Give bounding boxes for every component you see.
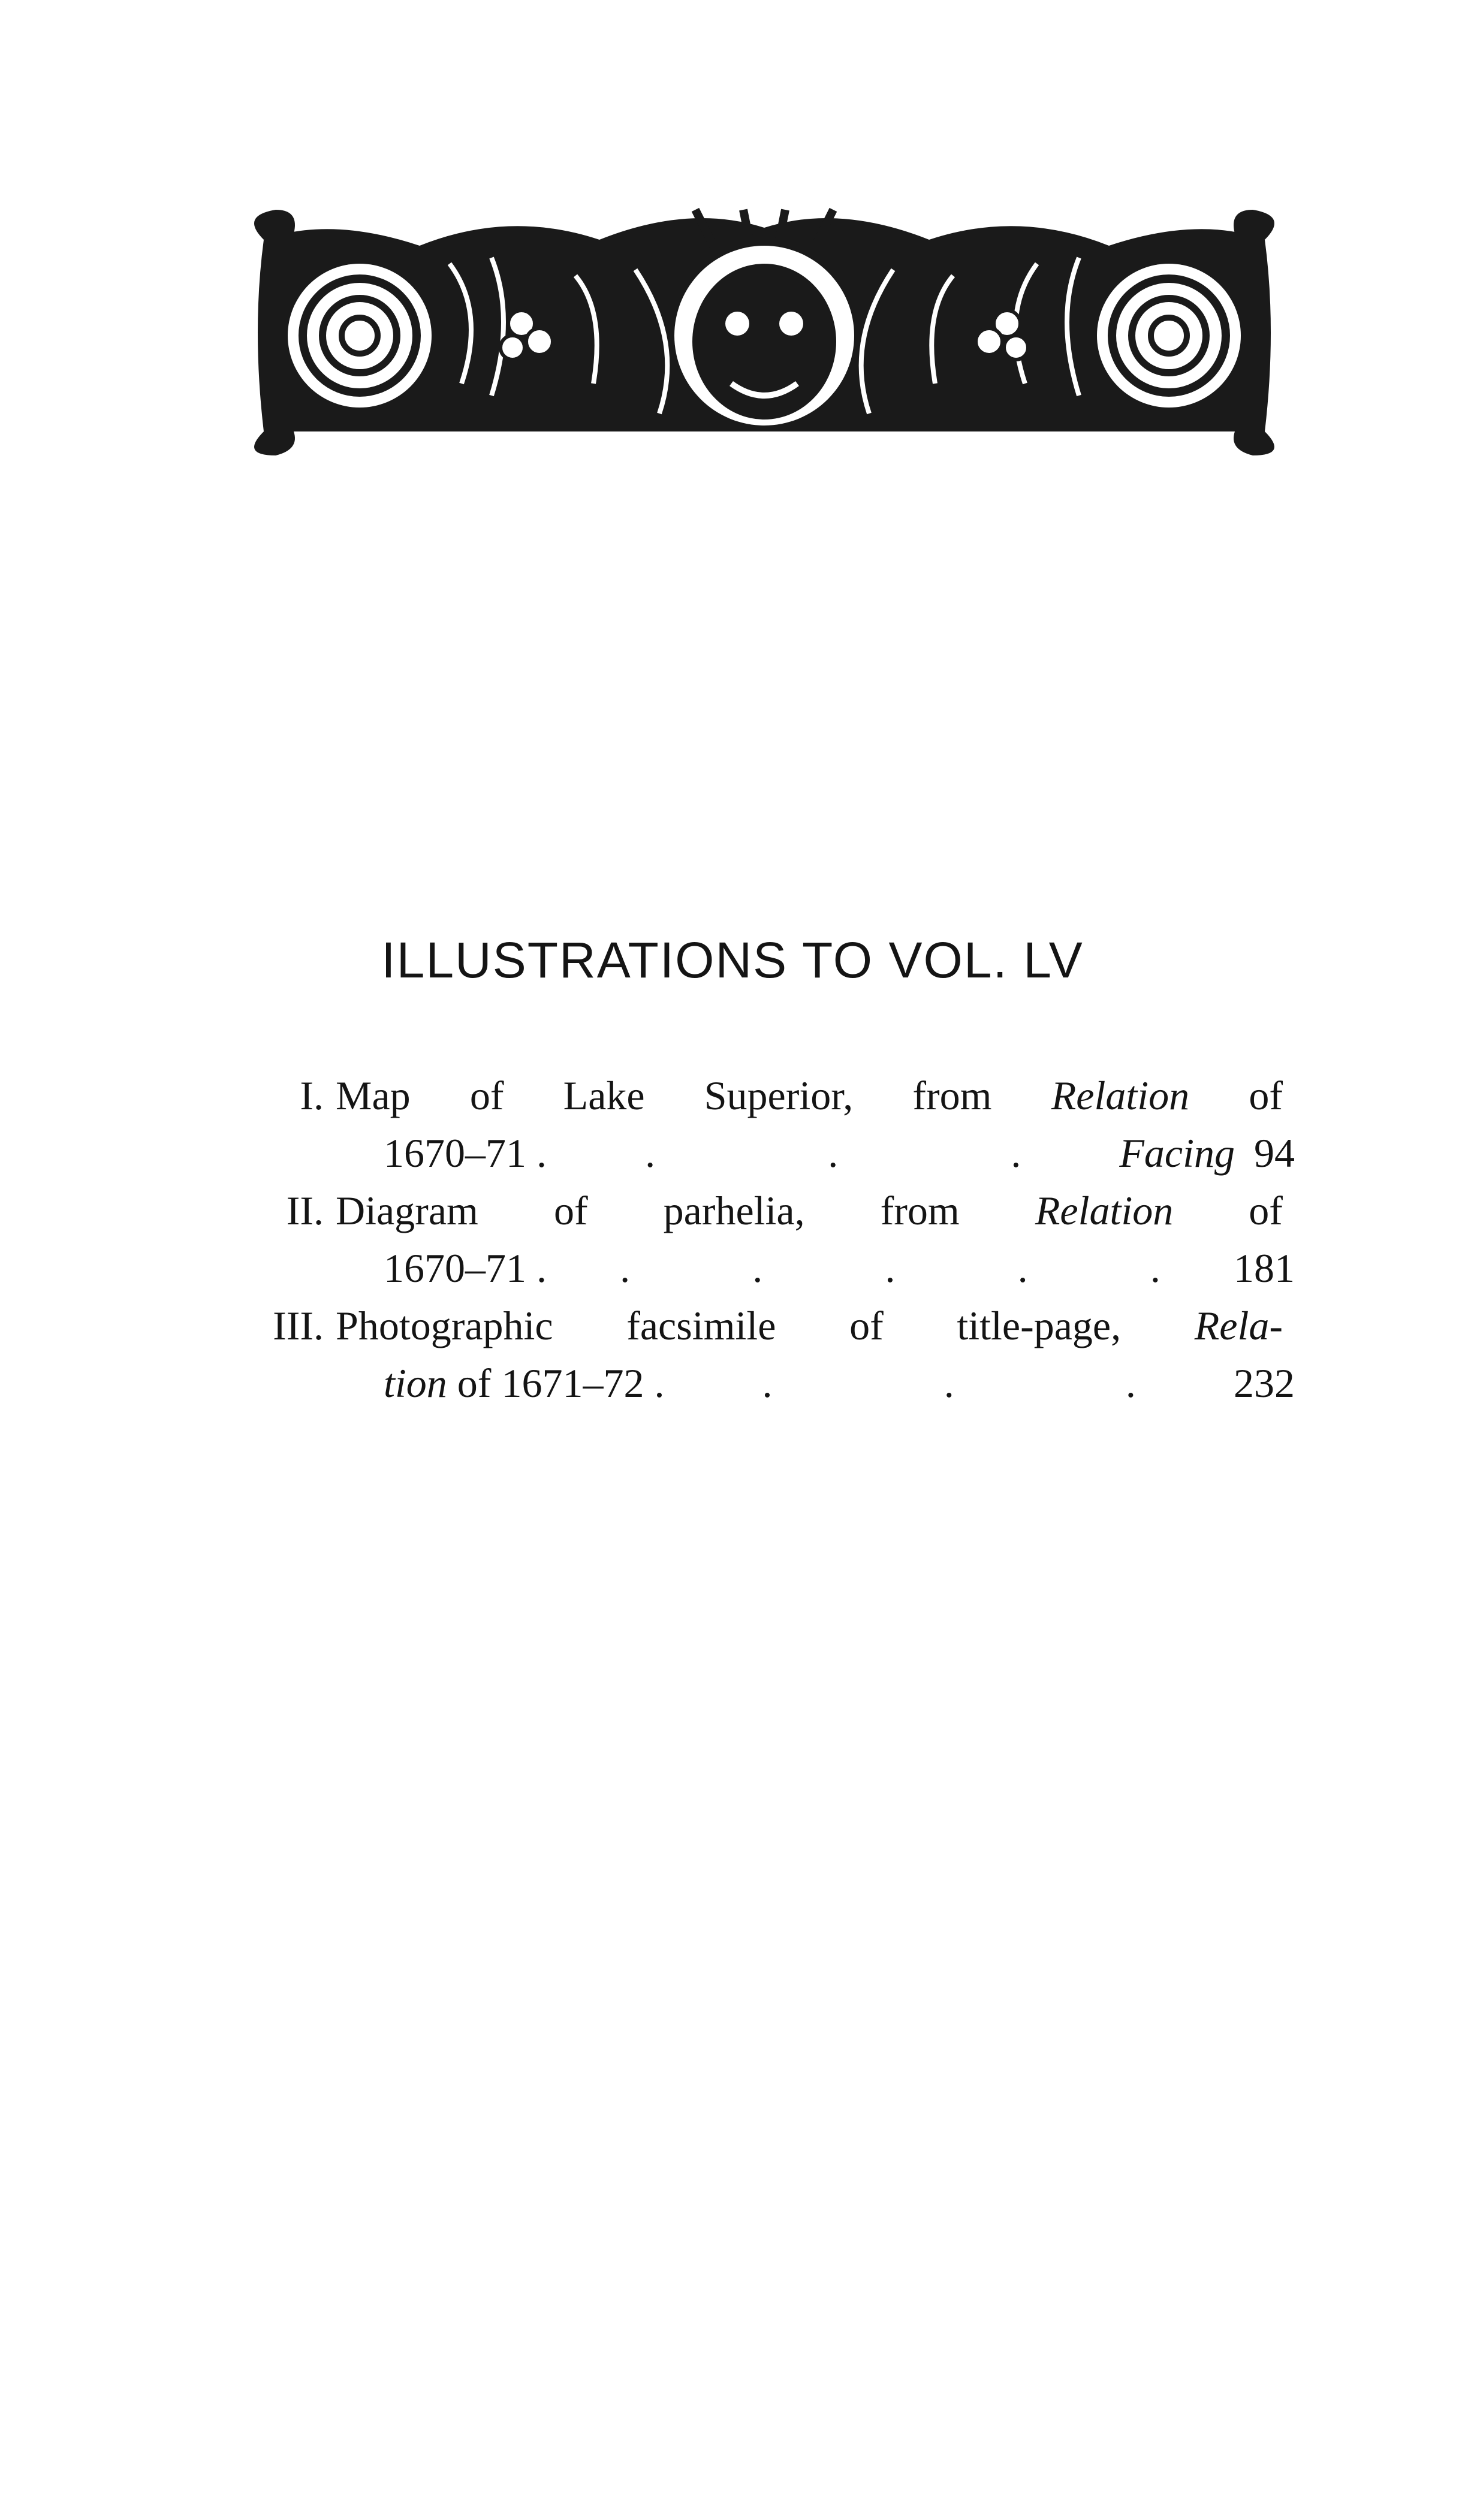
page-number: 232 <box>1234 1360 1295 1406</box>
dot-leader: . . . <box>645 1130 1021 1176</box>
facing-label: Facing <box>1119 1130 1235 1176</box>
entry-numeral: III. <box>273 1303 324 1348</box>
page-number: 181 <box>1234 1245 1295 1291</box>
entry-line-1: Map of Lake Superior, from Relation of <box>336 1073 1283 1118</box>
page-title: ILLUSTRATIONS TO VOL. LV <box>381 932 1084 988</box>
entry-line-2: tion of 1671–72 . . . . 232 <box>384 1354 1295 1412</box>
illustrations-list <box>204 1067 1295 1412</box>
list-item <box>204 1182 1295 1297</box>
entry-numeral: I. <box>300 1073 324 1118</box>
entry-line-1: Photographic facsimile of title-page, Rela- <box>336 1303 1283 1348</box>
entry-line-2: 1670–71 . . . . Facing 94 <box>384 1124 1295 1182</box>
dot-leader: . . . . . <box>620 1245 1160 1291</box>
entry-numeral: II. <box>286 1188 324 1233</box>
entry-line-1: Diagram of parhelia, from Relation of <box>336 1188 1283 1233</box>
dot-leader: . . . <box>762 1360 1136 1406</box>
ornamental-headpiece-icon <box>240 204 1289 455</box>
entry-line-2: 1670–71 . . . . . . 181 <box>384 1239 1295 1297</box>
list-item <box>204 1067 1295 1182</box>
list-item <box>204 1297 1295 1412</box>
page-number: 94 <box>1254 1130 1295 1176</box>
